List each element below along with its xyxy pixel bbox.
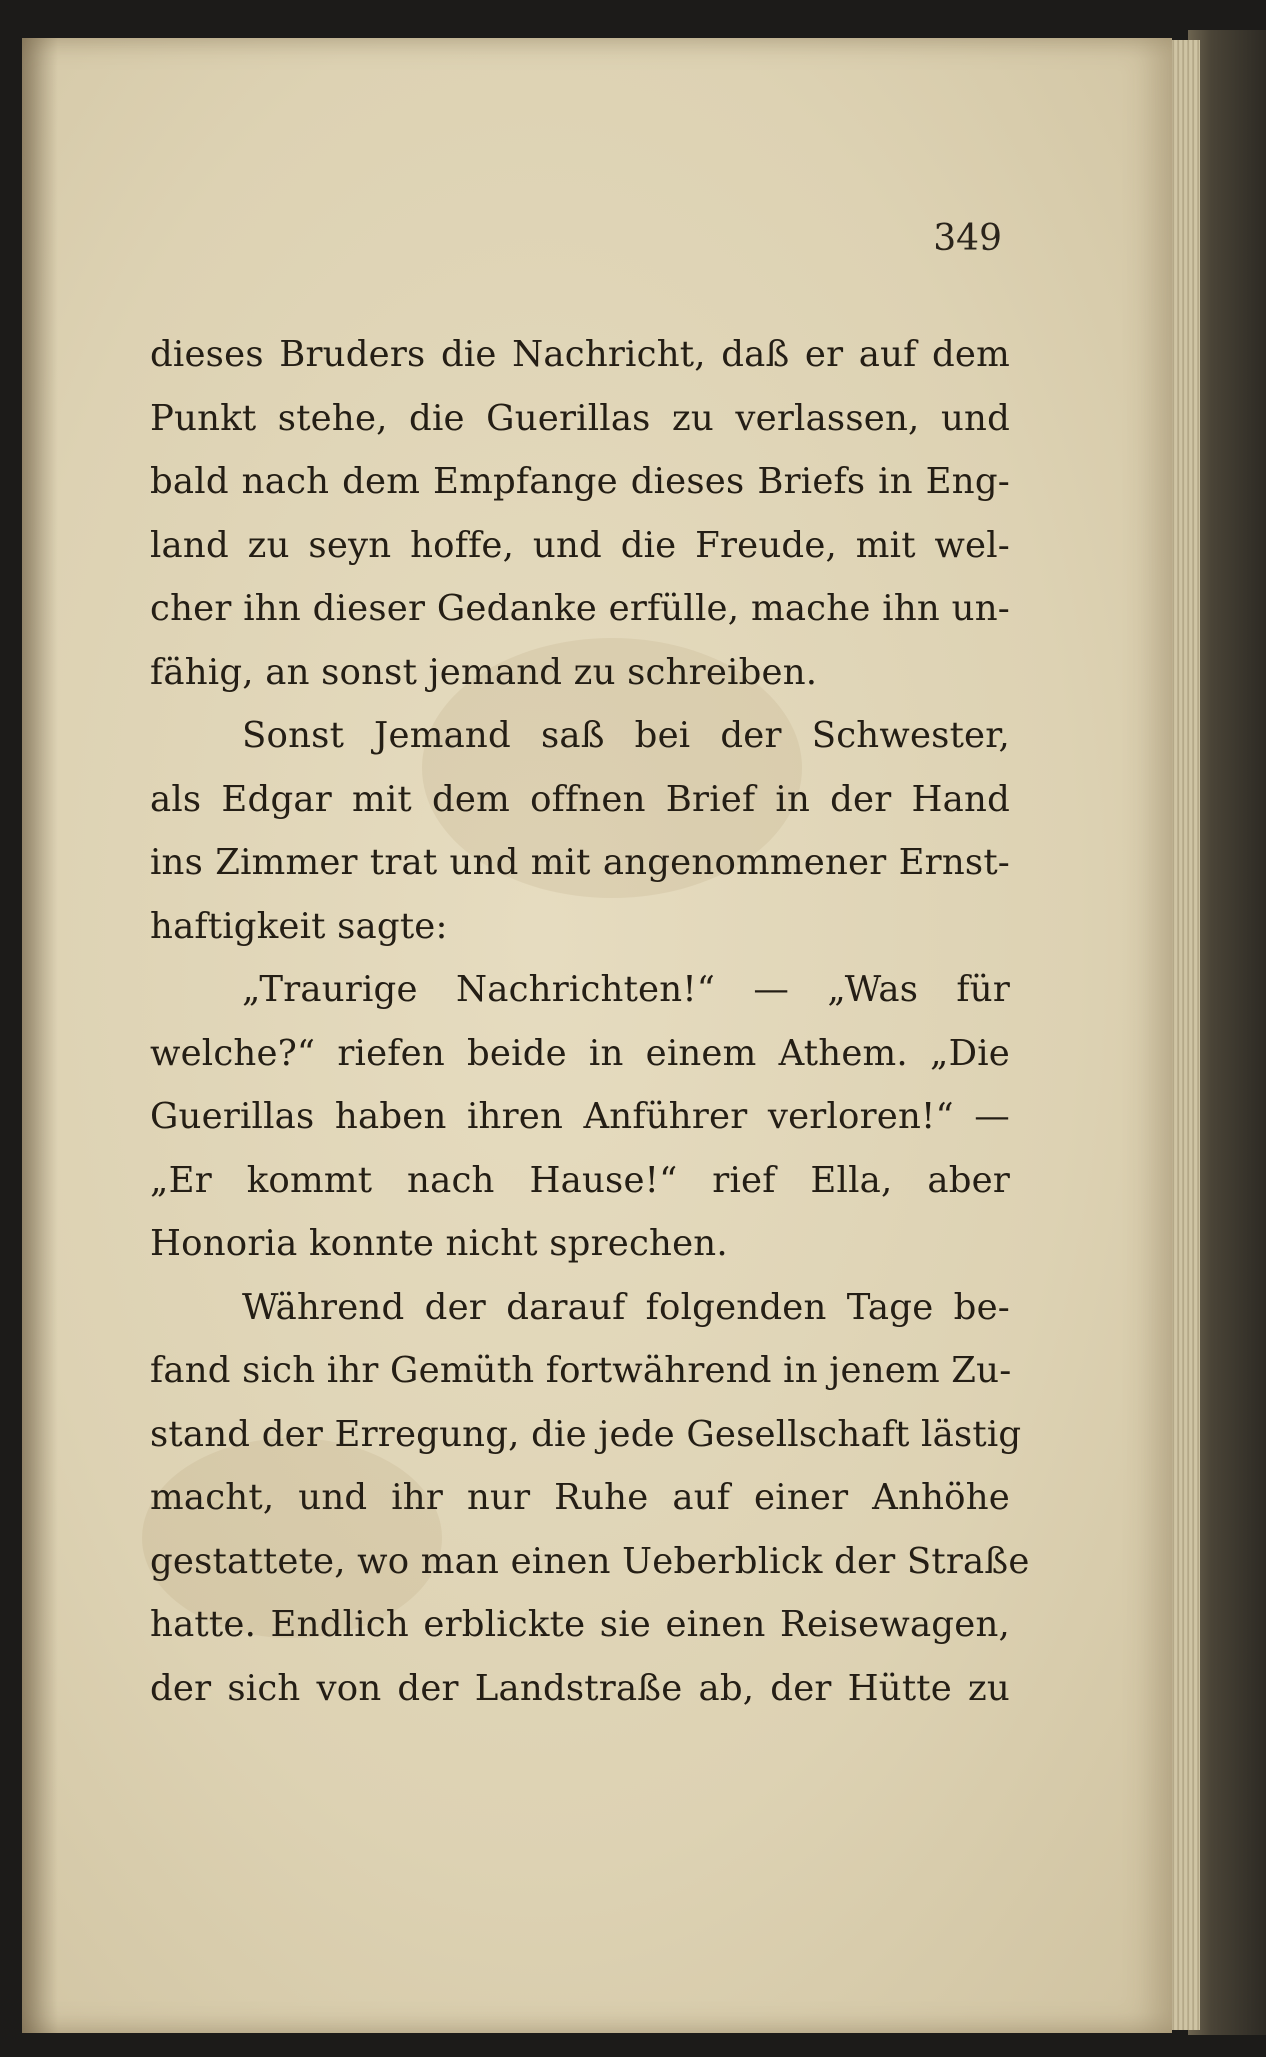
text-line: „Er kommt nach Hause!“ rief Ella, aber [150,1159,1010,1201]
text-line: dieses Bruders die Nachricht, daß er auf dem [150,334,1010,375]
text-line: Sonst Jemand saß bei der Schwester, [242,715,1010,756]
text-line: welche?“ riefen beide in einem Athem. „Die [150,1032,1010,1074]
text-line: gestattete, wo man einen Ueberblick der Straße [150,1540,1030,1582]
text-line: haftigkeit sagte: [150,905,448,947]
body-text [150,323,1030,1720]
text-line: als Edgar mit dem offnen Brief in der Hand [150,778,1010,820]
text-line: fand sich ihr Gemüth fortwährend in jenem Zu- [150,1350,1012,1391]
text-line: land zu seyn hoffe, und die Freude, mit wel- [150,524,1010,566]
text-line: macht, und ihr nur Ruhe auf einer Anhöhe [150,1477,1010,1518]
text-line: cher ihn dieser Gedanke erfülle, mache ihn un- [150,588,1010,629]
page-number: 349 [933,218,1002,259]
text-line: Honoria konnte nicht sprechen. [150,1223,728,1264]
text-line: bald nach dem Empfange dieses Briefs in Eng- [150,461,1010,502]
text-line: fähig, an sonst jemand zu schreiben. [150,651,818,693]
gutter-shadow [22,38,58,2033]
text-line: ins Zimmer trat und mit angenommener Ernst- [150,842,1010,883]
page [22,38,1172,2033]
text-line: Guerillas haben ihren Anführer verloren!“ — [150,1096,1010,1137]
text-line: „Traurige Nachrichten!“ — „Was für [242,969,1010,1010]
text-line: stand der Erregung, die jede Gesellschaft lästig [150,1413,1022,1455]
text-line: Punkt stehe, die Guerillas zu verlassen, und [150,397,1010,439]
text-line: hatte. Endlich erblickte sie einen Reisewagen, [150,1604,1010,1645]
text-line: Während der darauf folgenden Tage be- [242,1286,1010,1328]
text-line: der sich von der Landstraße ab, der Hütte zu [150,1667,1010,1709]
